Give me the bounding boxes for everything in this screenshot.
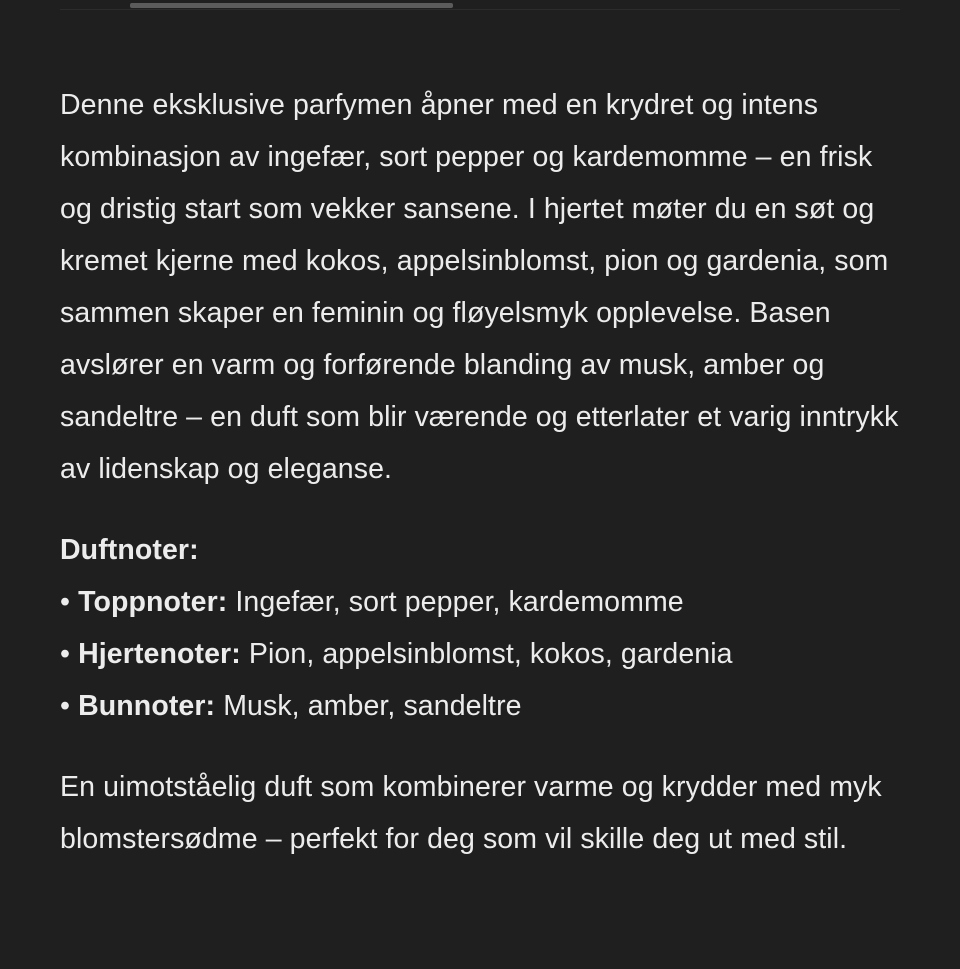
closing-paragraph: En uimotståelig duft som kombinerer varme og krydder med myk blomstersødme – perfekt for deg som vil skille deg ut med stil. — [60, 771, 882, 855]
note-label: Hjertenoter: — [78, 638, 241, 670]
note-item-top — [60, 576, 905, 628]
active-tab-indicator — [130, 3, 453, 8]
note-item-base — [60, 680, 905, 732]
note-label: Toppnoter: — [78, 586, 228, 618]
note-item-heart — [60, 628, 905, 680]
note-value: Musk, amber, sandeltre — [223, 690, 522, 722]
bullet: • — [60, 690, 71, 722]
notes-heading: Duftnoter: — [60, 534, 199, 566]
tab-strip — [60, 0, 900, 10]
bullet: • — [60, 638, 71, 670]
bullet: • — [60, 586, 71, 618]
fragrance-notes — [60, 524, 905, 732]
product-description-content — [60, 79, 905, 865]
tab-divider — [60, 9, 900, 10]
note-label: Bunnoter: — [78, 690, 216, 722]
description-paragraph: Denne eksklusive parfymen åpner med en krydret og intens kombinasjon av ingefær, sort pepper og kardemomme – en frisk og dristig start som vekker sansene. I hjertet møter du en søt og kremet kjerne med kokos, appelsinblomst, pion og gardenia, som sammen skaper en feminin og fløyelsmyk opplevelse. Basen avslører en varm og forførende blanding av musk, amber og sandeltre – en duft som blir værende og etterlater et varig inntrykk av lidenskap og eleganse. — [60, 89, 899, 485]
note-value: Pion, appelsinblomst, kokos, gardenia — [248, 638, 733, 670]
note-value: Ingefær, sort pepper, kardemomme — [235, 586, 684, 618]
